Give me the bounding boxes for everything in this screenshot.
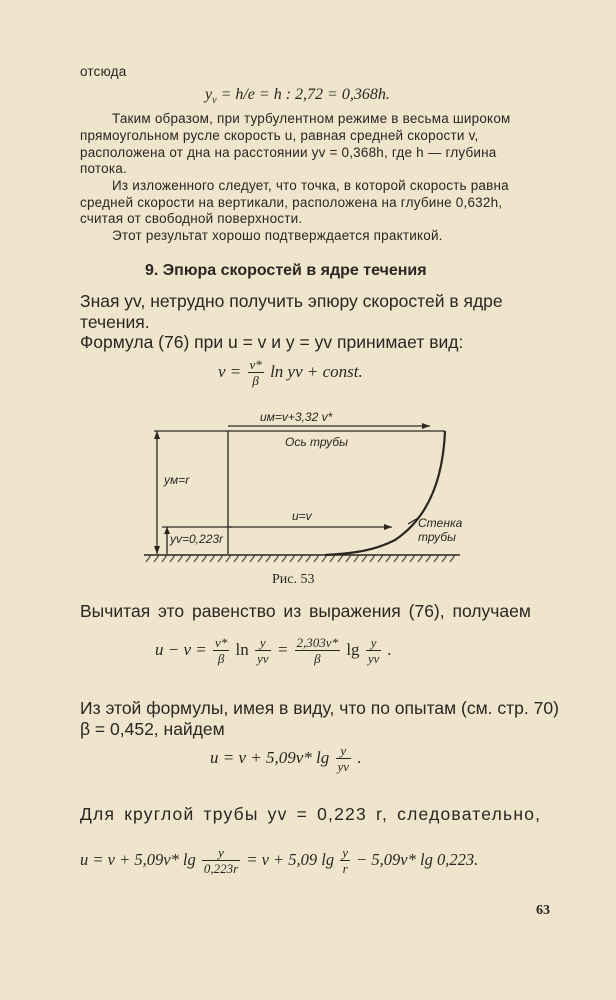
wall-hatch-mark bbox=[314, 555, 319, 562]
wall-hatch-mark bbox=[442, 555, 447, 562]
wall-hatch-mark bbox=[186, 555, 191, 562]
label-axis: Ось трубы bbox=[285, 435, 348, 449]
para2-line1: Из изложенного следует, что точка, в которой скорость равна bbox=[112, 178, 509, 193]
formula-2: u − v = $\frac{v*}{\beta}$ ln $\frac{y}{yv}$ = $\frac{2,303v*}{\beta}$ lg $\frac{y}{yv}$ . bbox=[155, 635, 392, 666]
para1-line4: потока. bbox=[80, 161, 127, 176]
wall-hatch-mark bbox=[298, 555, 303, 562]
wall-hatch-mark bbox=[290, 555, 295, 562]
wall-hatch-mark bbox=[418, 555, 423, 562]
wall-hatch-mark bbox=[258, 555, 263, 562]
para2-line2: средней скорости на вертикали, расположена на глубине 0,632h, bbox=[80, 195, 503, 210]
wall-hatch-mark bbox=[218, 555, 223, 562]
wall-hatch-mark bbox=[170, 555, 175, 562]
wall-hatch-mark bbox=[306, 555, 311, 562]
wall-hatch-mark bbox=[338, 555, 343, 562]
figure-53 bbox=[140, 400, 480, 570]
wall-hatch-mark bbox=[266, 555, 271, 562]
text-otsyuda: отсюда bbox=[80, 64, 127, 79]
wall-hatch-mark bbox=[146, 555, 151, 562]
wall-hatch-mark bbox=[402, 555, 407, 562]
wall-hatch-mark bbox=[274, 555, 279, 562]
para3: Этот результат хорошо подтверждается практикой. bbox=[112, 228, 443, 243]
wall-hatch-mark bbox=[394, 555, 399, 562]
wall-hatch-mark bbox=[434, 555, 439, 562]
section-heading: 9. Эпюра скоростей в ядре течения bbox=[145, 262, 427, 279]
formula-4: u = v + 5,09v* lg $\frac{y}{0,223r}$ = v + 5,09 lg $\frac{y}{r}$ − 5,09v* lg 0,223. bbox=[80, 845, 479, 876]
para2-line3: считая от свободной поверхности. bbox=[80, 211, 303, 226]
label-u-eq-v: u=v bbox=[292, 509, 312, 523]
label-wall-1: Стенка bbox=[418, 516, 463, 530]
section-p1-line1: Зная yv, нетрудно получить эпюру скоростей в ядре bbox=[80, 291, 503, 311]
wall-hatch-mark bbox=[386, 555, 391, 562]
para1-line3: расположена от дна на расстоянии yv = 0,368h, где h — глубина bbox=[80, 145, 497, 160]
label-yv: yv=0,223r bbox=[170, 532, 224, 546]
wall-hatch-mark bbox=[250, 555, 255, 562]
wall-hatch-mark bbox=[178, 555, 183, 562]
section-p2: Формула (76) при u = v и y = yv принимает вид: bbox=[80, 332, 464, 352]
wall-hatch-mark bbox=[410, 555, 415, 562]
label-ym: yм=r bbox=[164, 473, 190, 487]
para-p5: Для круглой трубы yv = 0,223 r, следовательно, bbox=[80, 804, 542, 824]
para1-line1: Таким образом, при турбулентном режиме в весьма широком bbox=[112, 111, 511, 126]
formula-1: v = $\frac{v*}{\beta}$ ln yv + const. bbox=[218, 357, 363, 388]
wall-hatch-mark bbox=[210, 555, 215, 562]
wall-hatch-mark bbox=[234, 555, 239, 562]
wall-hatch-mark bbox=[426, 555, 431, 562]
page-number: 63 bbox=[536, 903, 550, 918]
wall-hatch-mark bbox=[162, 555, 167, 562]
wall-hatch-mark bbox=[322, 555, 327, 562]
para1-line2: прямоугольном русле скорость u, равная средней скорости v, bbox=[80, 128, 479, 143]
wall-hatch-mark bbox=[226, 555, 231, 562]
wall-hatch-mark bbox=[202, 555, 207, 562]
label-um: uм=v+3,32 v* bbox=[260, 410, 333, 424]
section-p1-line2: течения. bbox=[80, 312, 150, 332]
figure-caption: Рис. 53 bbox=[272, 572, 315, 587]
wall-hatch-mark bbox=[282, 555, 287, 562]
formula-yv: $y_v = h/e = h$ : 2,72 = 0,368h. bbox=[205, 86, 390, 107]
formula-3: u = v + 5,09v* lg $\frac{y}{yv}$ . bbox=[210, 743, 362, 774]
wall-hatch-mark bbox=[450, 555, 455, 562]
para-p4-line2: β = 0,452, найдем bbox=[80, 719, 225, 739]
para-p3: Вычитая это равенство из выражения (76), получаем bbox=[80, 601, 531, 621]
wall-hatch-mark bbox=[378, 555, 383, 562]
label-wall-2: трубы bbox=[418, 530, 456, 544]
wall-hatch-mark bbox=[362, 555, 367, 562]
wall-hatch-mark bbox=[346, 555, 351, 562]
wall-hatch-mark bbox=[194, 555, 199, 562]
wall-hatch-mark bbox=[242, 555, 247, 562]
wall-hatch-mark bbox=[354, 555, 359, 562]
wall-hatch-mark bbox=[330, 555, 335, 562]
wall-hatch-mark bbox=[154, 555, 159, 562]
para-p4-line1: Из этой формулы, имея в виду, что по опытам (см. стр. 70) bbox=[80, 698, 559, 718]
wall-hatch-mark bbox=[370, 555, 375, 562]
